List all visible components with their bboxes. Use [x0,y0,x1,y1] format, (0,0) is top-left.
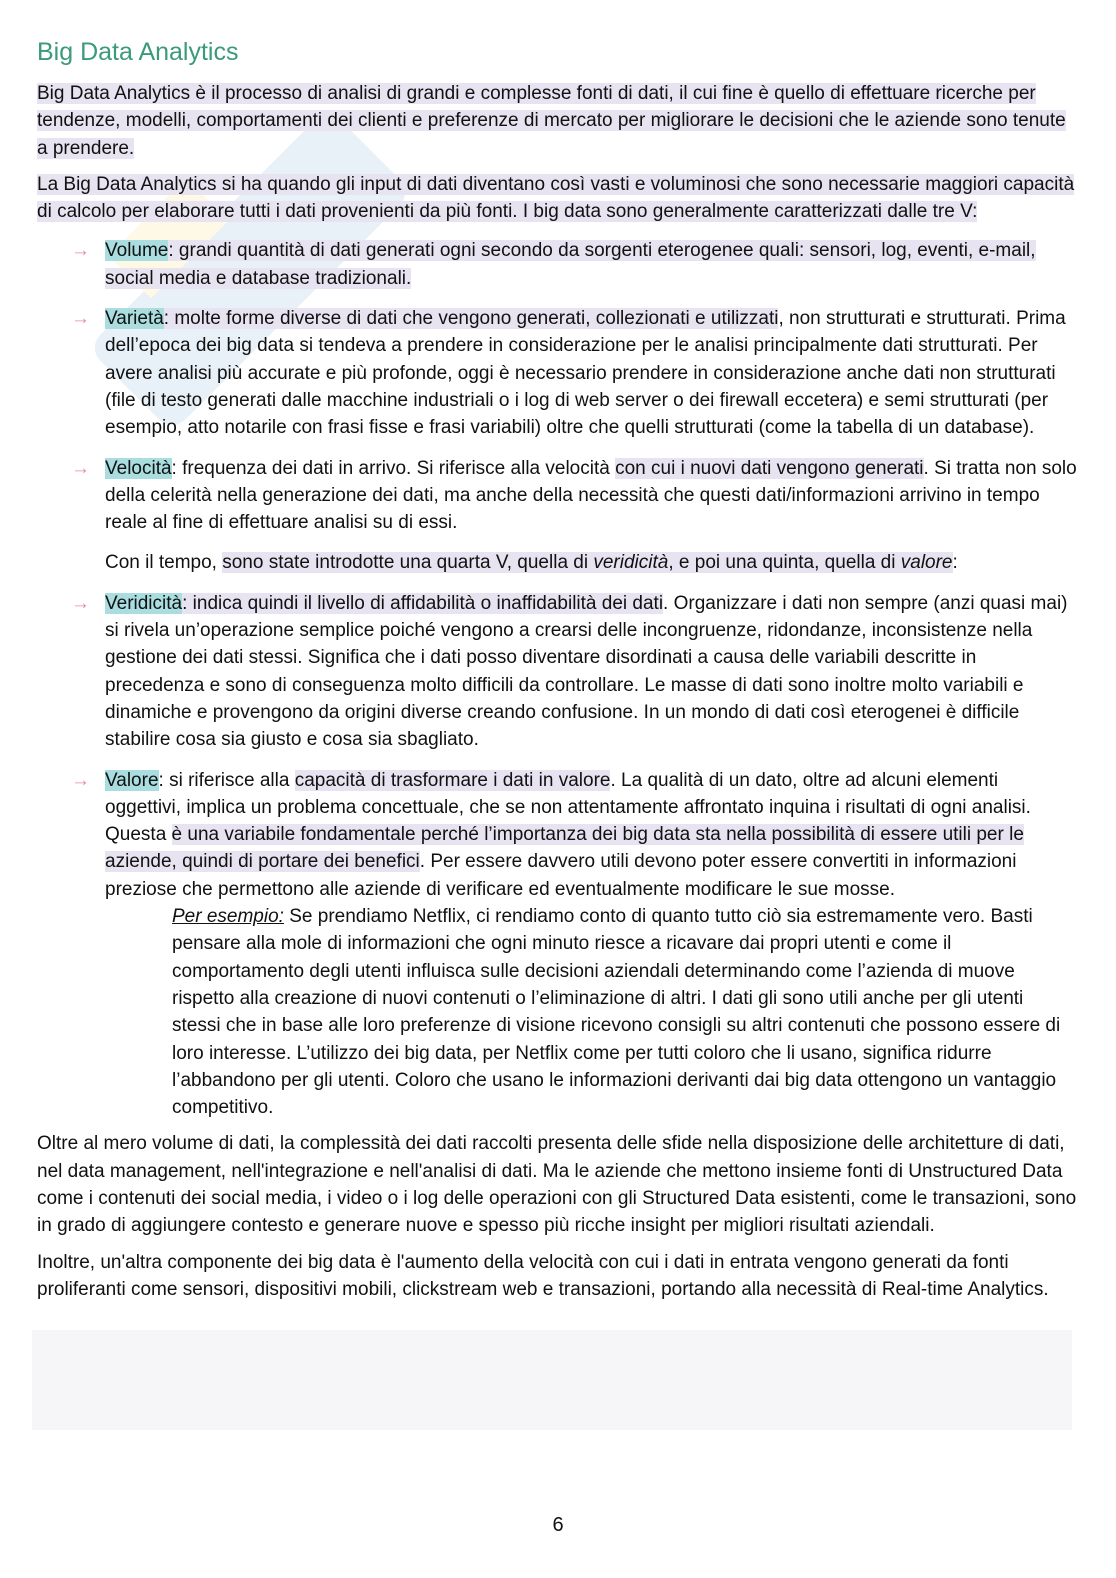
list-item-veridicita: → Veridicità: indica quindi il livello di affidabilità o inaffidabilità dei dati. Organizzare i dati non sempre (anzi quasi mai) si rivela un’operazione semplice poiché vengono a crearsi delle incongruenze, ridondanze, inconsistenze nella gestione dei dati stessi. Significa che i dati posso diventare disordinati a causa delle variabili descritte in precedenza e sono di conseguenza molto difficili da controllare. Le masse di dati sono inoltre molto variabili e dinamiche e provengono da origini diverse creando confusione. In un mondo di dati così eterogenei è difficile stabilire cosa sia giusto e cosa sia sbagliato. [37,590,1077,754]
page-number: 6 [552,1514,564,1536]
intro-paragraph-2: La Big Data Analytics si ha quando gli input di dati diventano così vasti e voluminosi che sono necessarie maggiori capacità di calcolo per elaborare tutti i dati provenienti da più fonti. I big data sono generalmente caratterizzati dalle tre V: [37,173,1075,223]
arrow-icon: → [71,457,90,479]
arrow-icon: → [71,769,90,791]
arrow-icon: → [71,308,90,330]
v-list [37,237,1077,903]
netflix-example: Per esempio: Se prendiamo Netflix, ci rendiamo conto di quanto tutto ciò sia estremamente vero. Basti pensare alla mole di informazioni che ogni minuto riesce a ricavare dai propri utenti e come il comportamento degli utenti influisca sulle decisioni aziendali determinando come l’azienda di muove rispetto alla creazione di nuovi contenuti o l’eliminazione di altri. I dati gli sono utili anche per gli utenti stessi che in base alle loro preferenze di visione ricevono consigli su altri contenuti che possono essere di loro interesse. L’utilizzo dei big data, per Netflix come per tutti coloro che li usano, significa ridurre l’abbandono per gli utenti. Coloro che usano le informazioni derivanti dai big data ottengono un vantaggio competitivo. [172,906,1061,1119]
document-page [37,36,1077,1303]
list-item-volume: → Volume: grandi quantità di dati generati ogni secondo da sorgenti eterogenee quali: sensori, log, eventi, e-mail, social media e database tradizionali. [37,237,1077,292]
intro-paragraph-1: Big Data Analytics è il processo di analisi di grandi e complesse fonti di dati, il cui fine è quello di effettuare ricerche per tendenze, modelli, comportamenti dei clienti e preferenze di mercato per migliorare le decisioni che le aziende sono tenute a prendere. [37,83,1066,159]
list-item-varieta: → Varietà: molte forme diverse di dati che vengono generati, collezionati e utilizzati, non strutturati e strutturati. Prima dell’epoca dei big data si tendeva a prendere in considerazione per le analisi principalmente dati strutturati. Per avere analisi più accurate e più profonde, oggi è necessario prendere in considerazione anche dati non strutturati (file di testo generati dalle macchine industriali o i log di web server o dei firewall eccetera) e semi strutturati (per esempio, atto notarile con frasi fisse e frasi variabili) oltre che quelli strutturati (come la tabella di un database). [37,305,1077,441]
faded-block-background [32,1330,1072,1430]
list-item-velocita: → Velocità: frequenza dei dati in arrivo. Si riferisce alla velocità con cui i nuovi dati vengono generati. Si tratta non solo della celerità nella generazione dei dati, ma anche della necessità che questi dati/informazioni arrivino in tempo reale al fine di effettuare analisi su di essi. [37,455,1077,537]
fourth-v-intro: Con il tempo, sono state introdotte una quarta V, quella di veridicità, e poi una quinta, quella di valore: [105,552,958,574]
page-title: Big Data Analytics [37,38,239,66]
list-item-valore: → Valore: si riferisce alla capacità di trasformare i dati in valore. La qualità di un dato, oltre ad alcuni elementi oggettivi, implica un problema concettuale, che se non attentamente affrontato inquina i risultati di ogni analisi. Questa è una variabile fondamentale perché l’importanza dei big data sta nella possibilità di essere utili per le aziende, quindi di portare dei benefici. Per essere davvero utili devono poter essere convertiti in informazioni preziose che permettono alle aziende di verificare ed eventualmente modificare le sue mosse. [37,767,1077,903]
arrow-icon: → [71,592,90,614]
outro-paragraph-2: Inoltre, un'altra componente dei big data è l'aumento della velocità con cui i dati in entrata vengono generati da fonti proliferanti come sensori, dispositivi mobili, clickstream web e transazioni, portando alla necessità di Real-time Analytics. [37,1251,1049,1300]
outro-paragraph-1: Oltre al mero volume di dati, la complessità dei dati raccolti presenta delle sfide nella disposizione delle architetture di dati, nel data management, nell'integrazione e nell'analisi di dati. Ma le aziende che mettono insieme fonti di Unstructured Data come i contenuti dei social media, i video o i log delle operazioni con gli Structured Data esistenti, come le transazioni, sono in grado di aggiungere contesto e generare nuove e spesso più ricche insight per migliori risultati aziendali. [37,1133,1077,1237]
arrow-icon: → [71,240,90,262]
example-label: Per esempio: [172,906,284,928]
